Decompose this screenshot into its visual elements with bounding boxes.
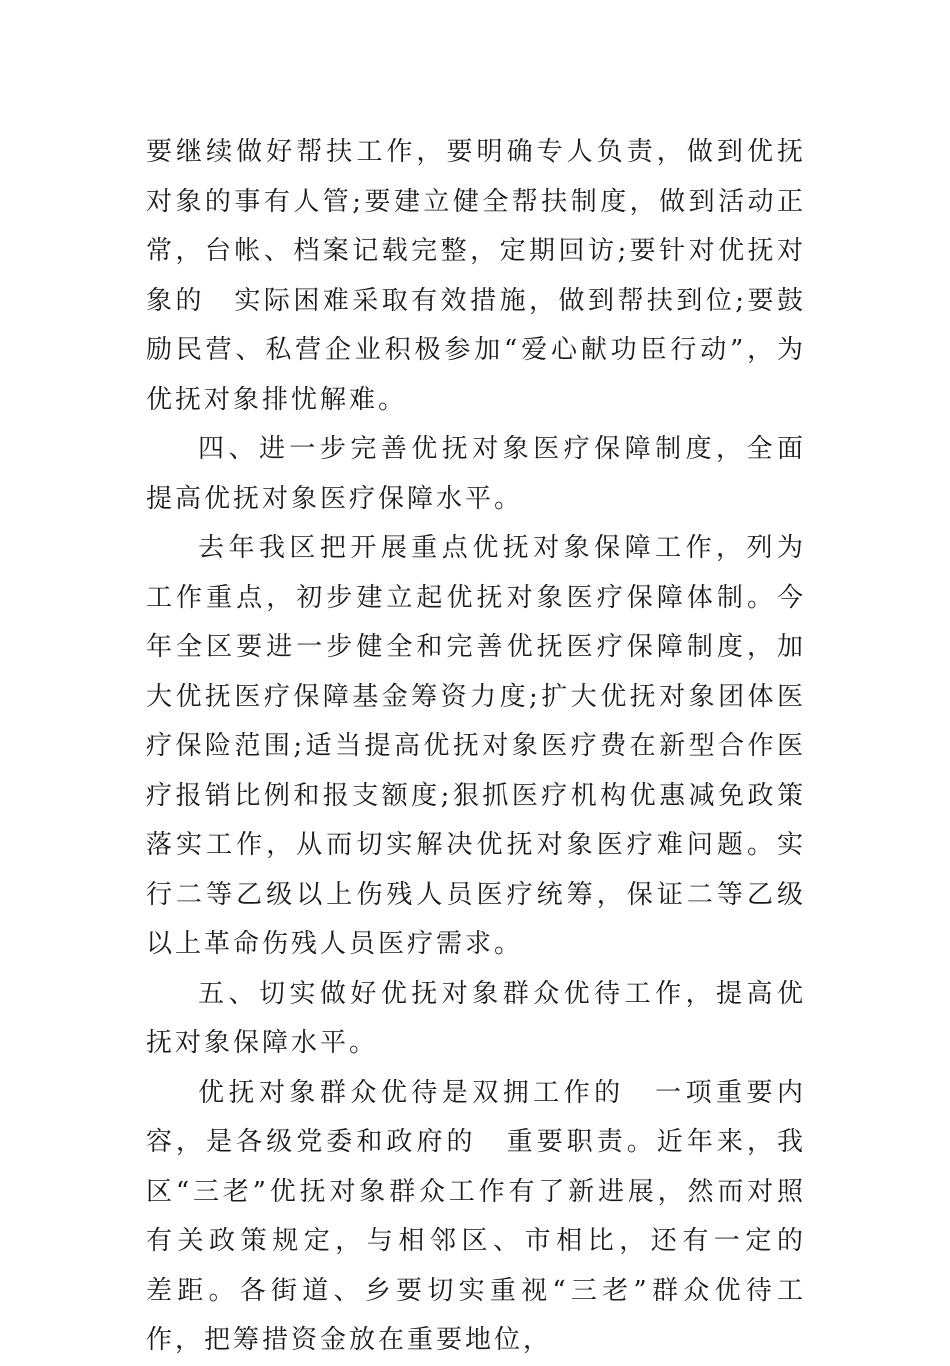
paragraph-1: 要继续做好帮扶工作，要明确专人负责，做到优抚对象的事有人管;要建立健全帮扶制度，做到活动正常，台帐、档案记载完整，定期回访;要针对优抚对象的 实际困难采取有效措施，做到帮扶到位;要鼓励民营、私营企业积极参加“爱心献功臣行动”，为优抚对象排忧解难。 <box>146 137 806 415</box>
paragraph-4-heading: 五、切实做好优抚对象群众优待工作，提高优抚对象保障水平。 <box>146 978 806 1058</box>
document-body <box>146 128 836 1366</box>
paragraph-5: 优抚对象群众优待是双拥工作的 一项重要内容，是各级党委和政府的 重要职责。近年来，我区“三老”优抚对象群众工作有了新进展，然而对照有关政策规定，与相邻区、市相比，还有一定的 差距。各街道、乡要切实重视“三老”群众优待工作，把筹措资金放在重要地位， <box>146 1077 836 1355</box>
paragraph-3: 去年我区把开展重点优抚对象保障工作，列为工作重点，初步建立起优抚对象医疗保障体制。今年全区要进一步健全和完善优抚医疗保障制度，加大优抚医疗保障基金筹资力度;扩大优抚对象团体医疗保险范围;适当提高优抚对象医疗费在新型合作医疗报销比例和报支额度;狠抓医疗机构优惠减免政策落实工作，从而切实解决优抚对象医疗难问题。实行二等乙级以上伤残人员医疗统筹，保证二等乙级以上革命伤残人员医疗需求。 <box>146 533 806 959</box>
paragraph-2-heading: 四、进一步完善优抚对象医疗保障制度，全面提高优抚对象医疗保障水平。 <box>146 434 806 514</box>
